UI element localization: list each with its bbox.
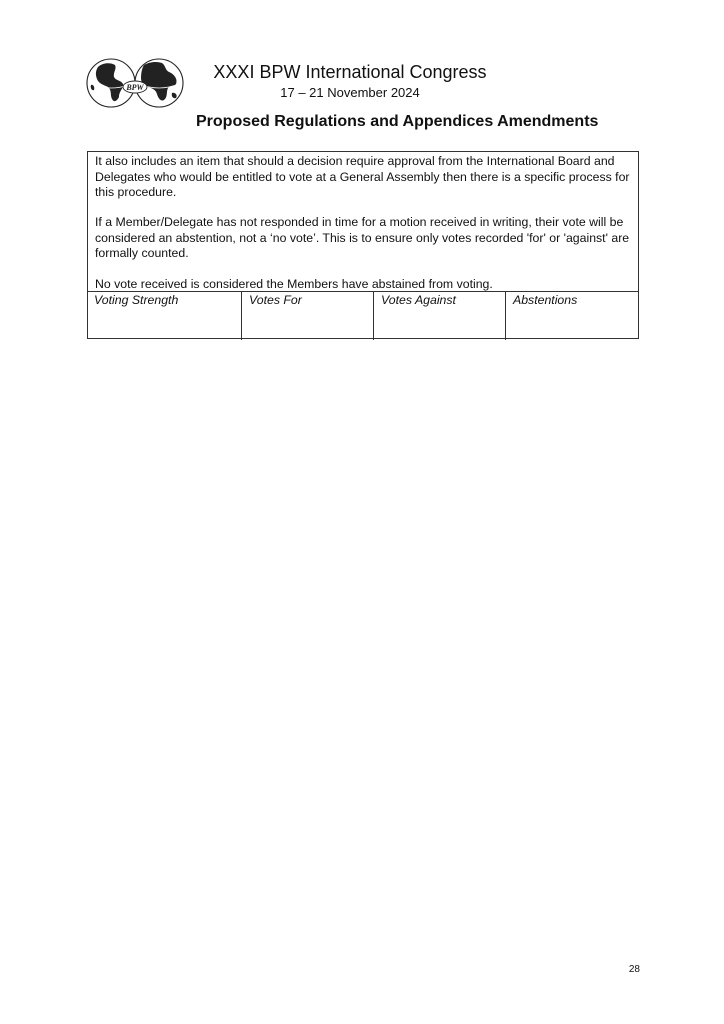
paragraph-no-vote: No vote received is considered the Members have abstained from voting.: [95, 277, 493, 291]
votes-for-header: Votes For: [242, 292, 374, 340]
amendment-content-box: [87, 151, 639, 339]
congress-dates: 17 – 21 November 2024: [280, 85, 420, 100]
voting-strength-header: Voting Strength: [87, 292, 242, 340]
votes-against-header: Votes Against: [374, 292, 506, 340]
paragraph-approval-process: It also includes an item that should a decision require approval from the International Board and Delegates who would be entitled to vote at a General Assembly then there is a specific process for this procedure.: [95, 154, 630, 199]
logo-text: BPW: [126, 83, 144, 92]
bpw-globe-logo: [86, 57, 186, 109]
document-subtitle: Proposed Regulations and Appendices Amendments: [196, 113, 599, 130]
voting-table-row: [87, 291, 639, 340]
abstentions-header: Abstentions: [513, 293, 578, 307]
congress-title: XXXI BPW International Congress: [213, 62, 487, 82]
page-number: 28: [628, 964, 640, 975]
paragraph-abstention-rule: If a Member/Delegate has not responded in time for a motion received in writing, their vote will be considered an abstention, not a ‘no vote’. This is to ensure only votes recorded 'for' or 'against' are formally counted.: [95, 215, 630, 260]
